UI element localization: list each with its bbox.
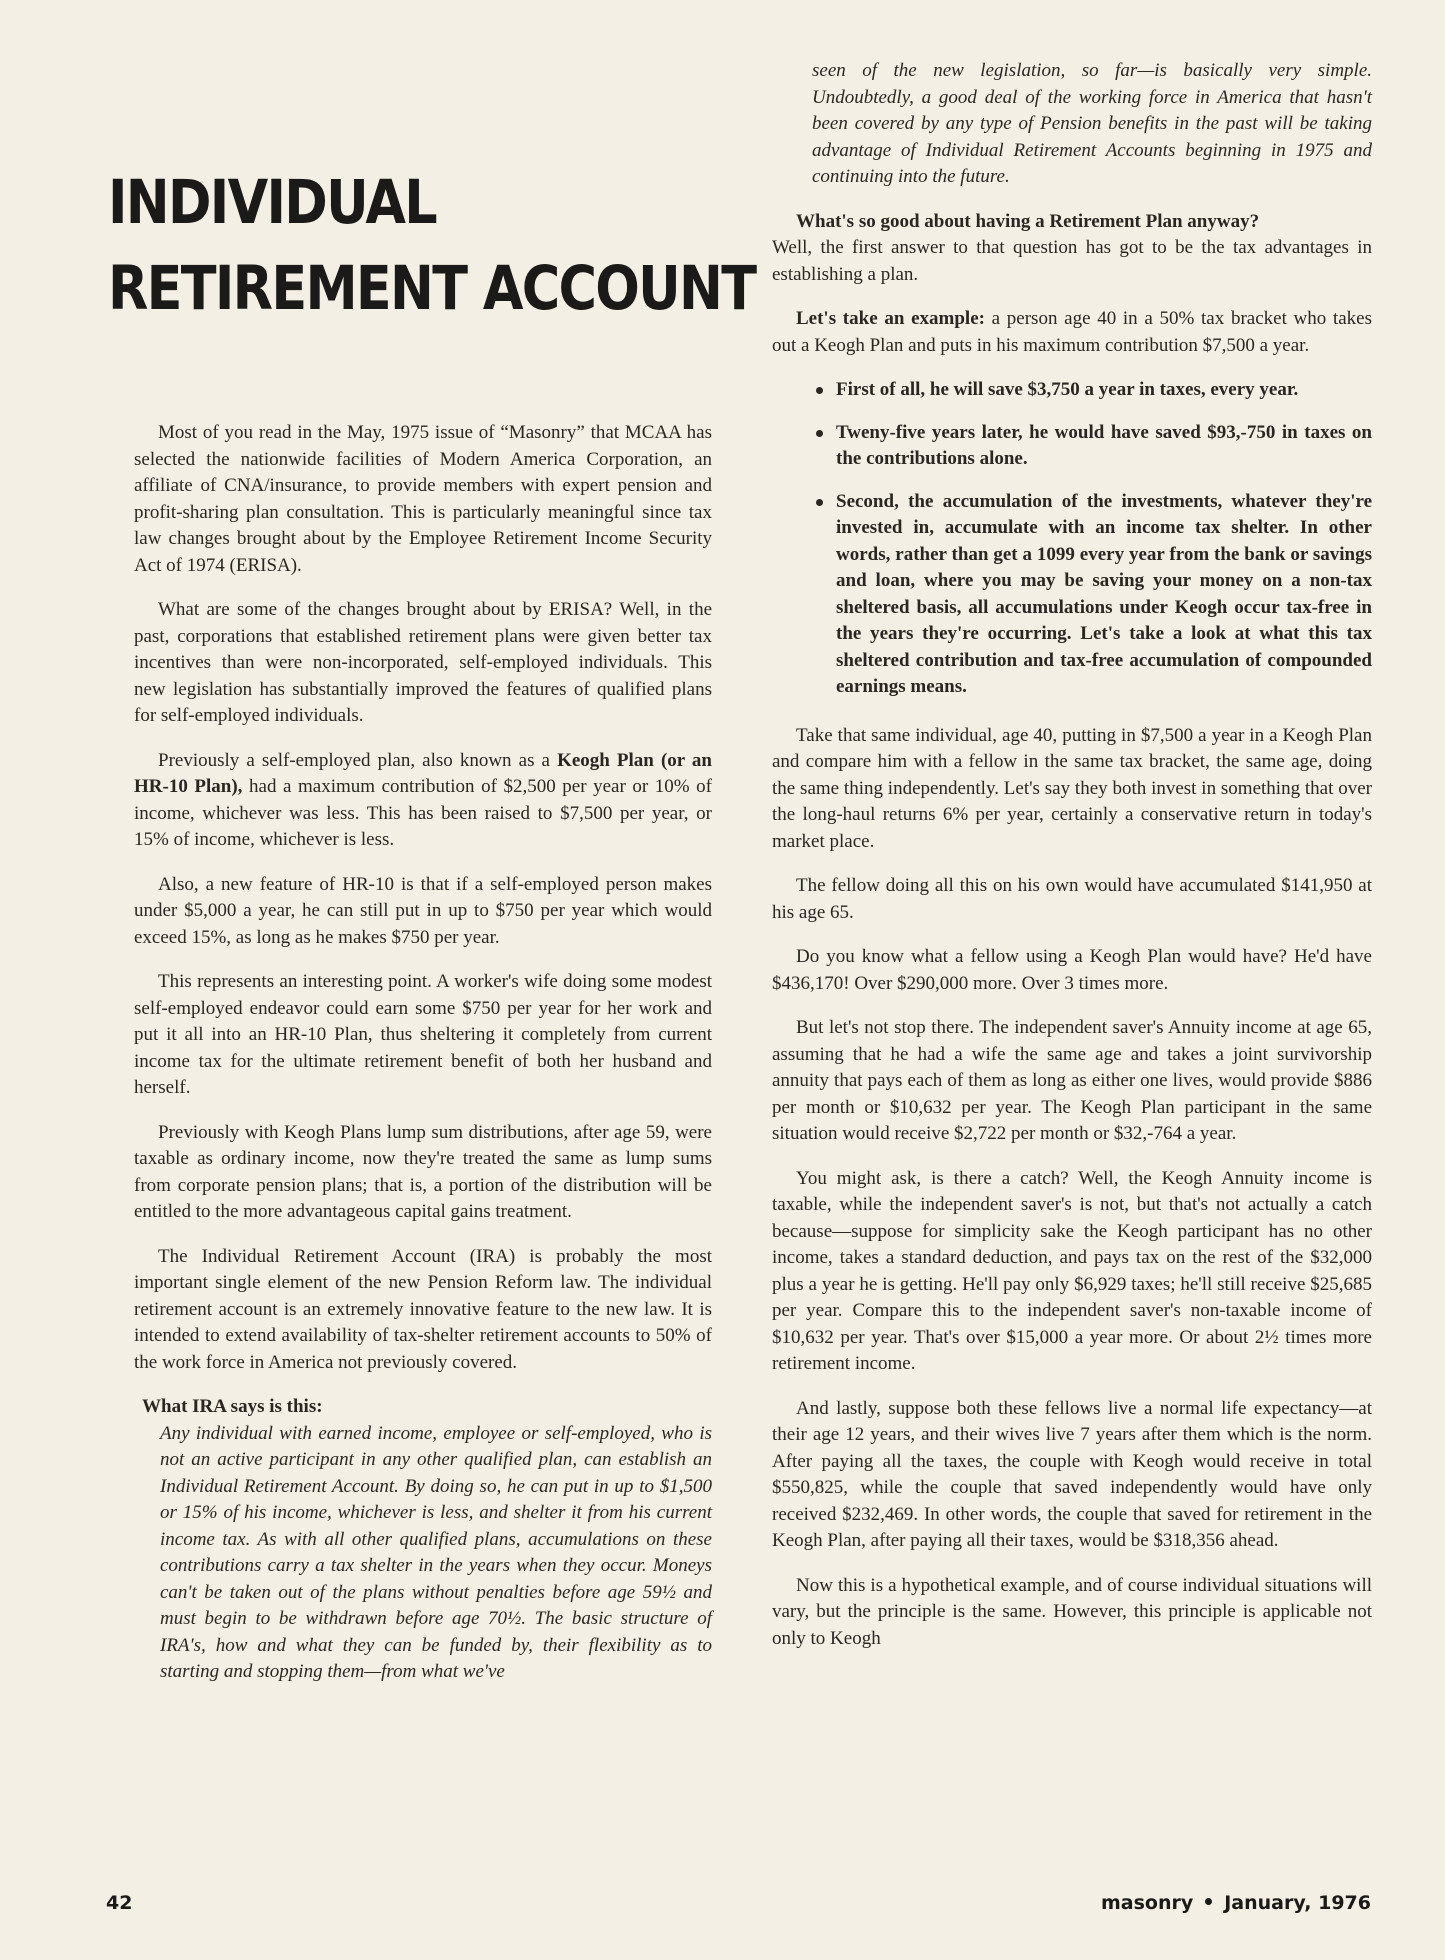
paragraph: Take that same individual, age 40, putting in $7,500 a year in a Keogh Plan and compare him with a fellow in the same tax bracket, the same age, doing the same thing independently. Let's say they both invest in something that over the long-haul returns 6% per year, certainly a conservative return in today's market place.	[772, 724, 1372, 852]
paragraph: But let's not stop there. The independent saver's Annuity income at age 65, assuming that he had a wife the same age and takes a joint survivorship annuity that pays each of them as long as either one lives, would provide $886 per month or $10,632 per year. The Keogh Plan participant in the same situation would receive $2,722 per month or $32,-764 a year.	[772, 1017, 1372, 1144]
paragraph-text: Well, the first answer to that question has got to be the tax advantages in establishing a plan.	[772, 237, 1372, 285]
paragraph: Do you know what a fellow using a Keogh Plan would have? He'd have $436,170! Over $290,000 more. Over 3 times more.	[772, 946, 1372, 994]
keogh-plan-term: Keogh Plan (or an HR-10 Plan),	[134, 749, 713, 797]
paragraph: Now this is a hypothetical example, and of course individual situations will vary, but the principle is the same. However, this principle is applicable not only to Keogh	[772, 1574, 1372, 1649]
list-item: First of all, he will save $3,750 a year in taxes, every year.	[814, 377, 1372, 404]
article-title-line-1: INDIVIDUAL	[108, 167, 436, 238]
list-item: Second, the accumulation of the investments, whatever they're invested in, accumulate with an income tax shelter. In other words, rather than get a 1099 every year from the bank or savings and loan, where you may be saving your money on a non-tax sheltered basis, all accumulations under Keogh occur tax-free in the years they're occurring. Let's take a look at what this tax sheltered contribution and tax-free accumulation of compounded earnings means.	[814, 489, 1372, 701]
right-column	[772, 58, 1372, 1670]
paragraph: Most of you read in the May, 1975 issue of “Masonry” that MCAA has selected the nationwide facilities of Modern America Corporation, an affiliate of CNA/insurance, to provide members with expert pension and profit-sharing plan consultation. This is particularly meaningful since tax law changes brought about by the Employee Retirement Income Security Act of 1974 (ERISA).	[134, 422, 712, 576]
ira-quote: Any individual with earned income, employee or self-employed, who is not an active participant in any other qualified plan, can establish an Individual Retirement Account. By doing so, he can put in up to $1,500 or 15% of his income, whichever is less, and shelter it from his current income tax. As with all other qualified plans, accumulations on these contributions carry a tax shelter in the years when they occur. Moneys can't be taken out of the plans without penalties before age 59½ and must begin to be withdrawn before age 70½. The basic structure of IRA's, how and what they can be funded by, their flexibility as to starting and stopping them—from what we've	[160, 1422, 712, 1682]
magazine-name: masonry	[1100, 1892, 1194, 1914]
list-item: Tweny-five years later, he would have saved $93,-750 in taxes on the contributions alone.	[814, 420, 1372, 473]
example-lead: Let's take an example:	[796, 308, 985, 329]
paragraph-text: Previously a self-employed plan, also known as a	[158, 749, 558, 771]
paragraph: This represents an interesting point. A worker's wife doing some modest self-employed endeavor could earn some $750 per year for her work and put it all into an HR-10 Plan, thus sheltering it completely from current income tax for the ultimate retirement benefit of both her husband and herself.	[134, 971, 712, 1098]
article-title	[108, 160, 756, 332]
paragraph	[134, 748, 712, 854]
paragraph: You might ask, is there a catch? Well, the Keogh Annuity income is taxable, while the independent saver's is not, but that's not actually a catch because—suppose for simplicity sake the Keogh participant has no other income, takes a standard deduction, and pays tax on the rest of the $32,000 plus a year he is getting. He'll pay only $6,929 taxes; he'll still receive $25,685 per year. Compare this to the independent saver's non-taxable income of $10,632 per year. That's over $15,000 a year more. Or about 2½ times more retirement income.	[772, 1167, 1372, 1374]
article-title-line-2: RETIREMENT ACCOUNT	[108, 253, 756, 324]
page-number: 42	[106, 1892, 133, 1914]
paragraph	[772, 306, 1372, 359]
bullet-separator-icon	[1205, 1898, 1212, 1905]
paragraph: And lastly, suppose both these fellows live a normal life expectancy—at their age 12 years, and their wives live 7 years after them which is the norm. After paying all the taxes, the couple with Keogh would receive in total $550,825, while the couple that saved independently would have only received $232,469. In other words, the couple that saved for retirement in the Keogh Plan, after paying all their taxes, would be $318,356 ahead.	[772, 1397, 1372, 1551]
paragraph-text: a person age 40 in a 50% tax bracket who takes out a Keogh Plan and puts in his maximum contribution $7,500 a year.	[772, 308, 1372, 356]
ira-quote-continued: seen of the new legislation, so far—is basically very simple. Undoubtedly, a good deal of the working force in America that hasn't been covered by any type of Pension benefits in the past will be taking advantage of Individual Retirement Accounts beginning in 1975 and continuing into the future.	[812, 60, 1372, 187]
paragraph-text: had a maximum contribution of $2,500 per year or 10% of income, whichever was less. This has been raised to $7,500 per year, or 15% of income, whichever is less.	[134, 776, 712, 850]
issue-date: January, 1976	[1224, 1892, 1371, 1914]
paragraph	[772, 209, 1372, 289]
ira-quote-heading: What IRA says is this:	[142, 1396, 323, 1417]
question-lead: What's so good about having a Retirement Plan anyway?	[796, 210, 1260, 232]
left-column	[134, 420, 712, 1706]
running-footer	[1101, 1892, 1371, 1914]
paragraph: What are some of the changes brought about by ERISA? Well, in the past, corporations that established retirement plans were given better tax incentives than were non-incorporated, self-employed individuals. This new legislation has substantially improved the features of qualified plans for self-employed individuals.	[134, 599, 712, 726]
paragraph: The Individual Retirement Account (IRA) is probably the most important single element of the new Pension Reform law. The individual retirement account is an extremely innovative feature to the new law. It is intended to extend availability of tax-shelter retirement accounts to 50% of the work force in America not previously covered.	[134, 1245, 712, 1373]
paragraph: Previously with Keogh Plans lump sum distributions, after age 59, were taxable as ordinary income, now they're treated the same as lump sums from corporate pension plans; that is, a portion of the distribution will be entitled to the more advantageous capital gains treatment.	[134, 1121, 712, 1222]
paragraph: The fellow doing all this on his own would have accumulated $141,950 at his age 65.	[772, 875, 1372, 923]
benefits-list	[814, 377, 1372, 701]
paragraph: Also, a new feature of HR-10 is that if a self-employed person makes under $5,000 a year, he can still put in up to $750 per year which would exceed 15%, as long as he makes $750 per year.	[134, 873, 712, 948]
